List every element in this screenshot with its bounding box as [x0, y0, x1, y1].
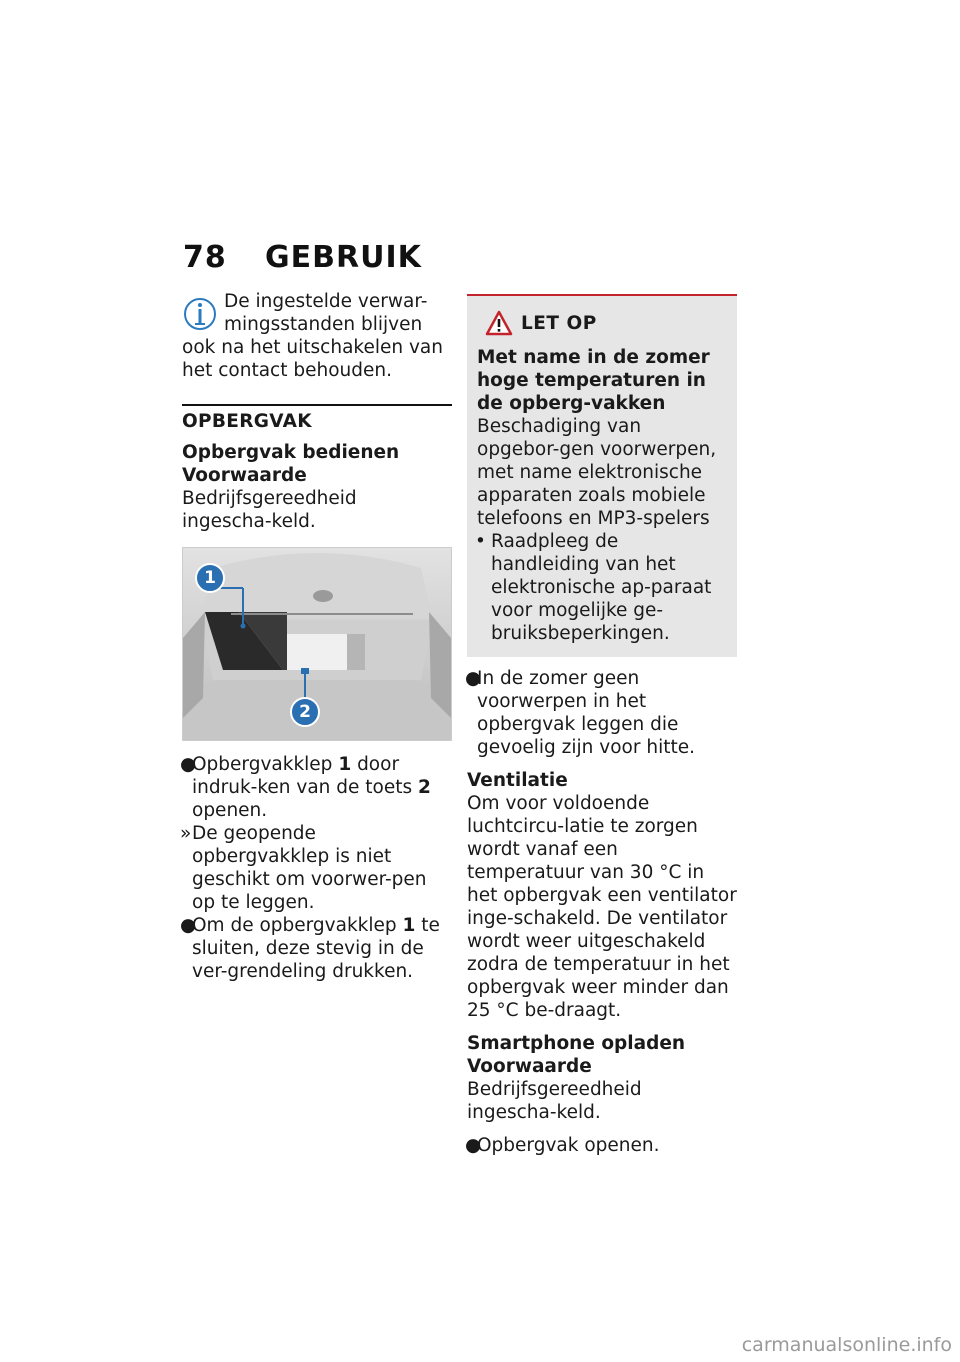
result-text: De geopende opbergvakklep is niet geschikt om voorwer-pen op te leggen.	[192, 823, 427, 913]
list-item	[182, 914, 452, 983]
ref-2: 2	[418, 777, 431, 798]
list-item	[467, 1134, 737, 1157]
phone-step: Opbergvak openen.	[477, 1135, 660, 1156]
info-icon	[182, 292, 218, 334]
phone-steps	[467, 1134, 737, 1157]
subheading-bedienen: Opbergvak bedienen	[182, 442, 400, 463]
bullet-marker: ●	[180, 754, 197, 775]
step-text: openen.	[192, 800, 268, 821]
phone-charge-title: Smartphone opladen	[467, 1033, 686, 1054]
page-header	[183, 240, 422, 275]
bullet-icon: ●	[465, 1135, 482, 1156]
footer-watermark: carmanualsonline.info	[741, 1334, 952, 1356]
info-text: De ingestelde verwar-mingsstanden blijven ook na het uitschakelen van het contact behouden.	[182, 291, 443, 381]
phone-condition-text: Bedrijfsgereedheid ingescha-keld.	[467, 1079, 642, 1123]
ventilation-text: Om voor voldoende luchtcircu-latie te zorgen wordt vanaf een temperatuur van 30 °C in het opbergvak een ventilator inge-schakeld. De ventilator wordt weer uitgeschakeld zodra de temperatuur in het opbergvak weer minder dan 25 °C be-draagt.	[467, 793, 737, 1021]
list-item	[182, 753, 452, 822]
warning-bullet: Raadpleeg de handleiding van het elektronische ap-paraat voor mogelijke ge-bruiksbeperkingen.	[491, 531, 712, 644]
small-bullet-icon: •	[475, 531, 486, 552]
list-item	[477, 530, 727, 645]
storage-illustration	[183, 548, 451, 740]
warning-body: Beschadiging van opgebor-gen voorwerpen, met name elektronische apparaten zoals mobiele telefoons en MP3-spelers	[477, 416, 717, 529]
bullet-icon: ●	[465, 668, 482, 689]
callout-1: 1	[204, 568, 216, 588]
step-text: Opbergvakklep	[192, 754, 339, 775]
warning-header	[477, 310, 727, 336]
chapter-title: GEBRUIK	[265, 240, 422, 275]
step-text: door indruk-ken van de toets	[192, 754, 418, 798]
warning-label: LET OP	[521, 312, 597, 334]
section-divider	[182, 404, 452, 406]
warning-box	[467, 294, 737, 657]
list-item	[467, 667, 737, 759]
bullet-marker: ●	[180, 915, 197, 936]
storage-compartment-photo	[182, 547, 452, 741]
ventilation-title: Ventilatie	[467, 770, 568, 791]
result-marker: »	[180, 823, 192, 844]
list-item	[182, 822, 452, 914]
callout-2: 2	[299, 702, 311, 722]
info-note	[182, 290, 452, 382]
step-text: Om de opbergvakklep	[192, 915, 403, 936]
summer-note	[467, 667, 737, 759]
summer-text: In de zomer geen voorwerpen in het opbergvak leggen die gevoelig zijn voor hitte.	[477, 668, 695, 758]
step-text: te sluiten, deze stevig in de ver-grendeling drukken.	[192, 915, 440, 982]
warning-title: Met name in de zomer hoge temperaturen in de opberg-vakken	[477, 347, 710, 414]
warning-triangle-icon	[485, 310, 513, 336]
ref-1: 1	[402, 915, 416, 936]
page-number: 78	[183, 240, 227, 275]
section-title: OPBERGVAK	[182, 411, 312, 432]
condition-text: Bedrijfsgereedheid ingescha-keld.	[182, 488, 357, 532]
ref-1: 1	[338, 754, 352, 775]
operation-steps	[182, 753, 452, 983]
subheading-voorwaarde: Voorwaarde	[182, 465, 307, 486]
right-column	[467, 294, 737, 1157]
left-column	[182, 290, 452, 983]
phone-condition-heading: Voorwaarde	[467, 1056, 592, 1077]
warning-list	[477, 530, 727, 645]
